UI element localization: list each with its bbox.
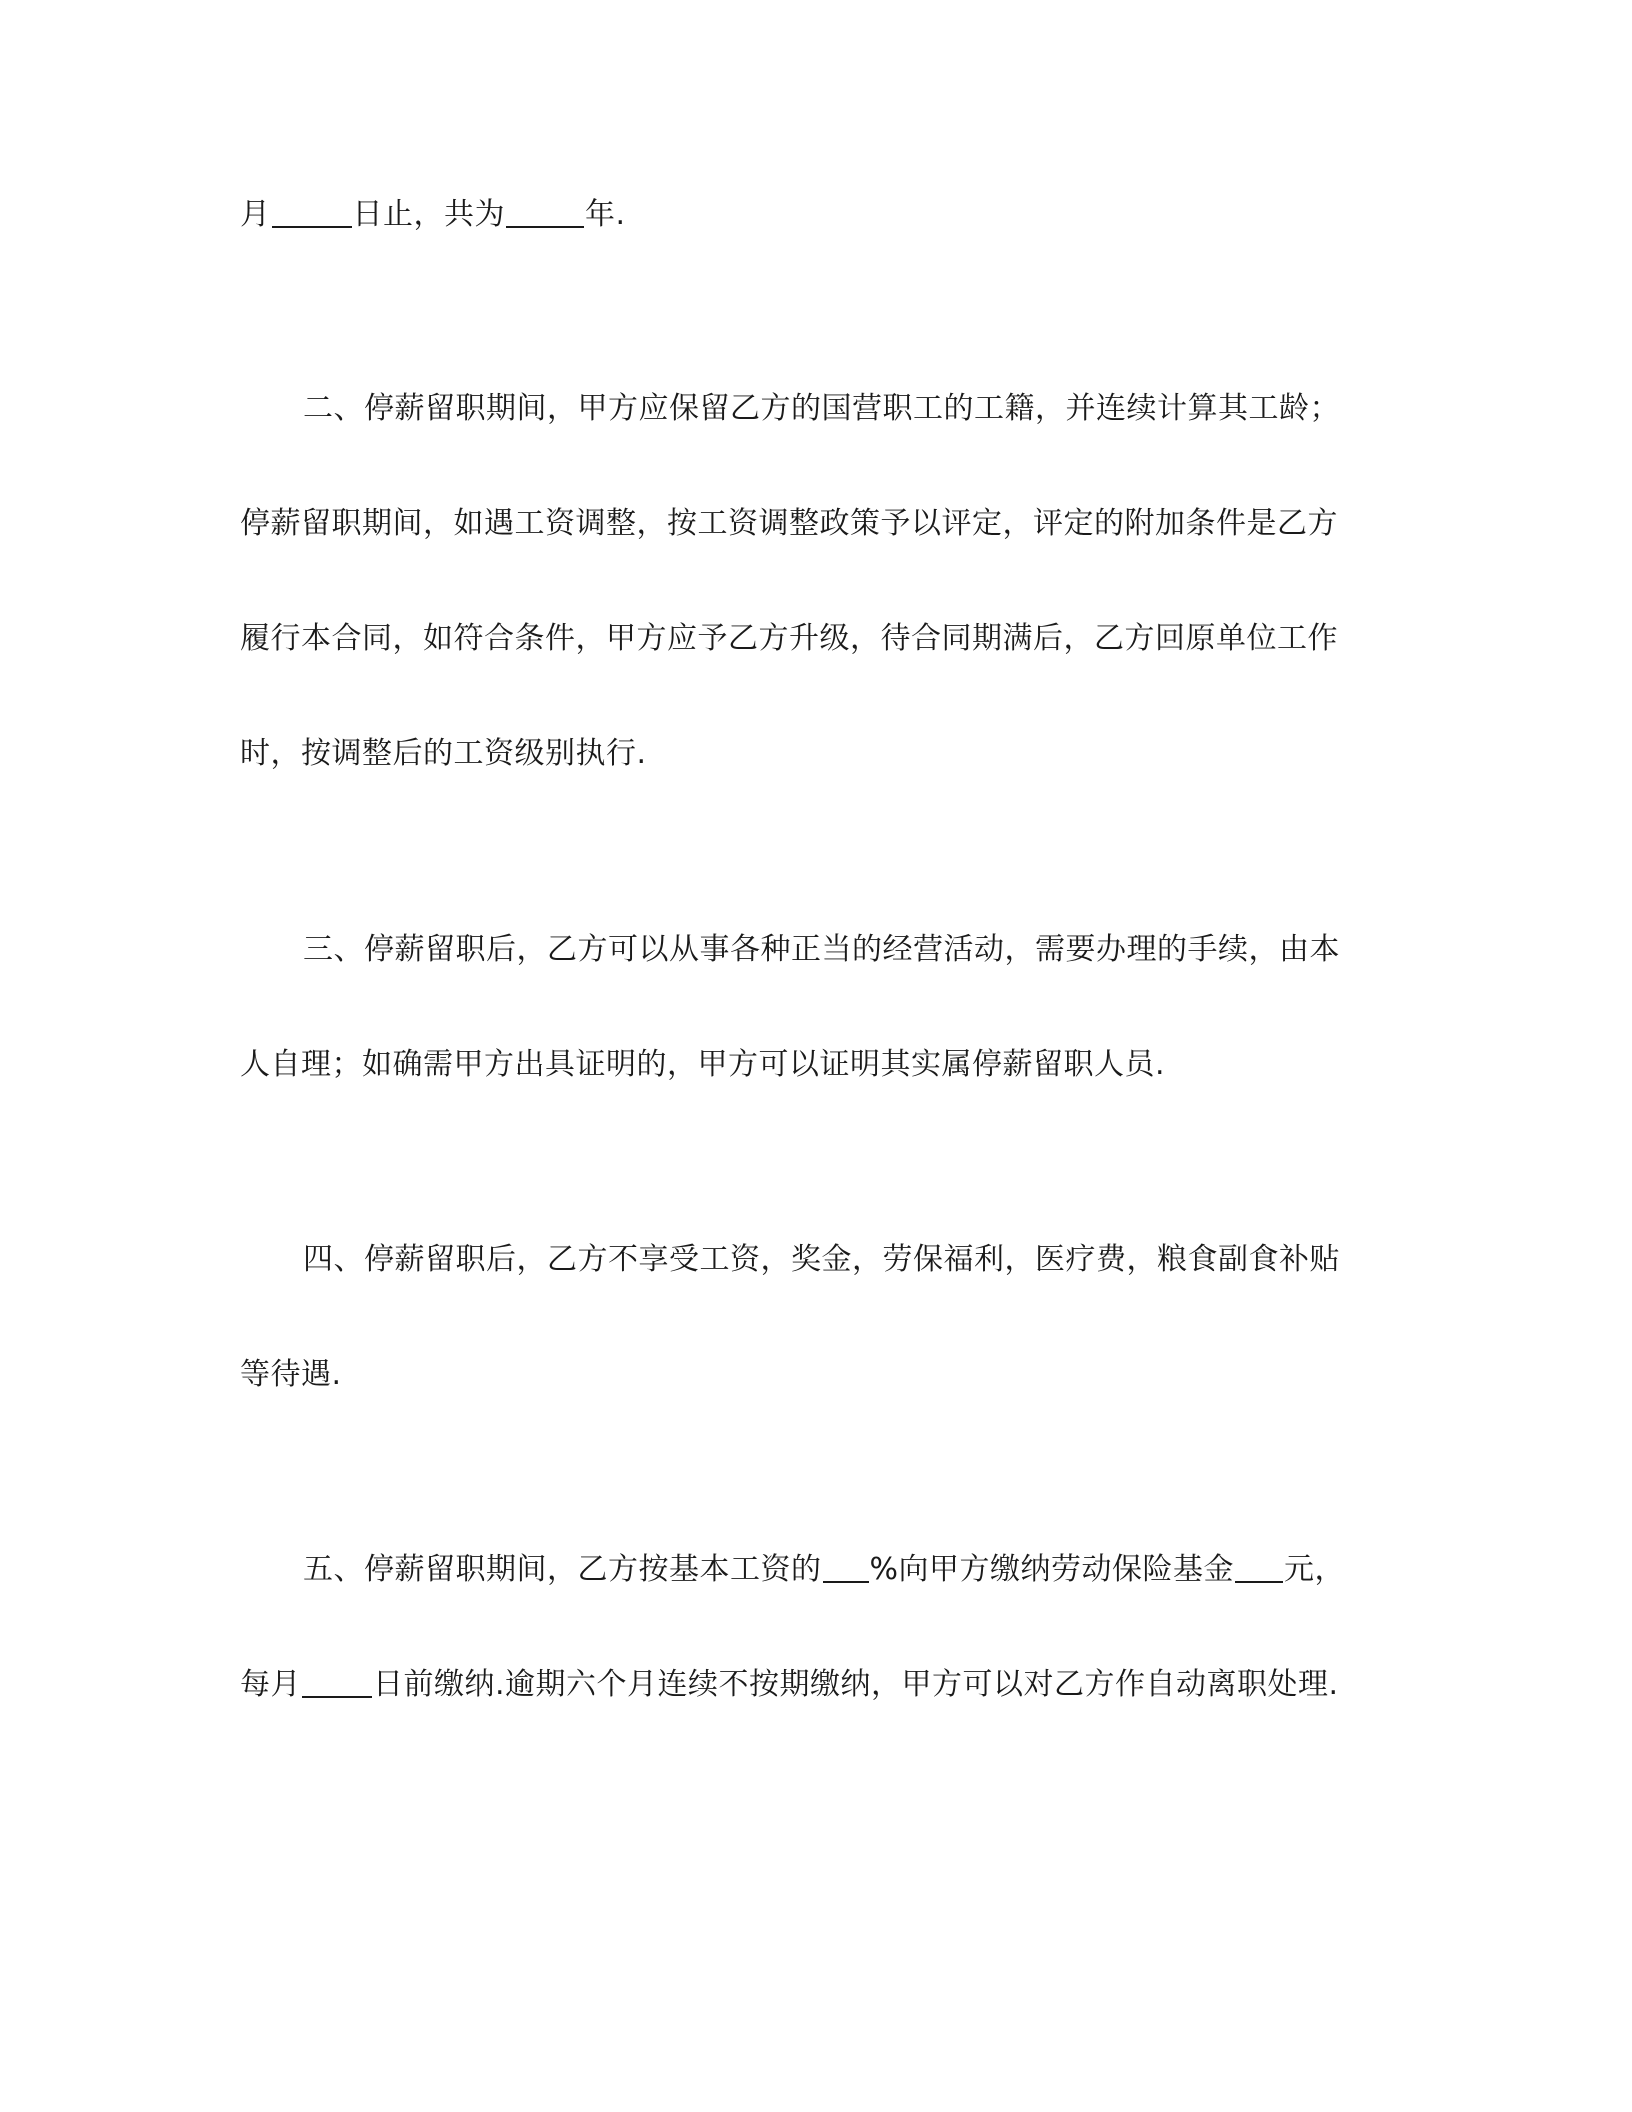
text-yuan: 元， bbox=[1284, 1552, 1346, 1587]
blank-percent bbox=[823, 1551, 869, 1583]
section-2-line-1: 二、停薪留职期间，甲方应保留乙方的国营职工的工籍，并连续计算其工龄； bbox=[303, 391, 1340, 426]
section-2-line-4: 时，按调整后的工资级别执行. bbox=[240, 736, 647, 771]
blank-years bbox=[506, 196, 584, 228]
text-year: 年. bbox=[585, 197, 626, 232]
text-insurance-fund: %向甲方缴纳劳动保险基金 bbox=[869, 1552, 1235, 1587]
blank-amount bbox=[1235, 1551, 1283, 1583]
blank-day bbox=[272, 196, 352, 228]
section-5-line-2 bbox=[240, 1665, 1390, 1705]
section-2-line-2: 停薪留职期间，如遇工资调整，按工资调整政策予以评定，评定的附加条件是乙方 bbox=[240, 506, 1338, 541]
text-month: 月 bbox=[240, 197, 271, 232]
section-3-line-1: 三、停薪留职后，乙方可以从事各种正当的经营活动，需要办理的手续，由本 bbox=[303, 932, 1340, 967]
section-5-line-1 bbox=[303, 1550, 1393, 1590]
text-salary-percent-lead: 五、停薪留职期间，乙方按基本工资的 bbox=[303, 1552, 822, 1587]
section-4-line-2: 等待遇. bbox=[240, 1357, 342, 1392]
text-day-total: 日止，共为 bbox=[352, 197, 505, 232]
text-payment-terms: 日前缴纳.逾期六个月连续不按期缴纳，甲方可以对乙方作自动离职处理. bbox=[373, 1667, 1339, 1702]
section-4-line-1: 四、停薪留职后，乙方不享受工资，奖金，劳保福利，医疗费，粮食副食补贴 bbox=[303, 1242, 1340, 1277]
section-3-line-2: 人自理；如确需甲方出具证明的，甲方可以证明其实属停薪留职人员. bbox=[240, 1047, 1166, 1082]
blank-payment-day bbox=[302, 1666, 372, 1698]
term-end-line bbox=[240, 195, 1390, 235]
section-2-line-3: 履行本合同，如符合条件，甲方应予乙方升级，待合同期满后，乙方回原单位工作 bbox=[240, 621, 1338, 656]
text-monthly: 每月 bbox=[240, 1667, 301, 1702]
